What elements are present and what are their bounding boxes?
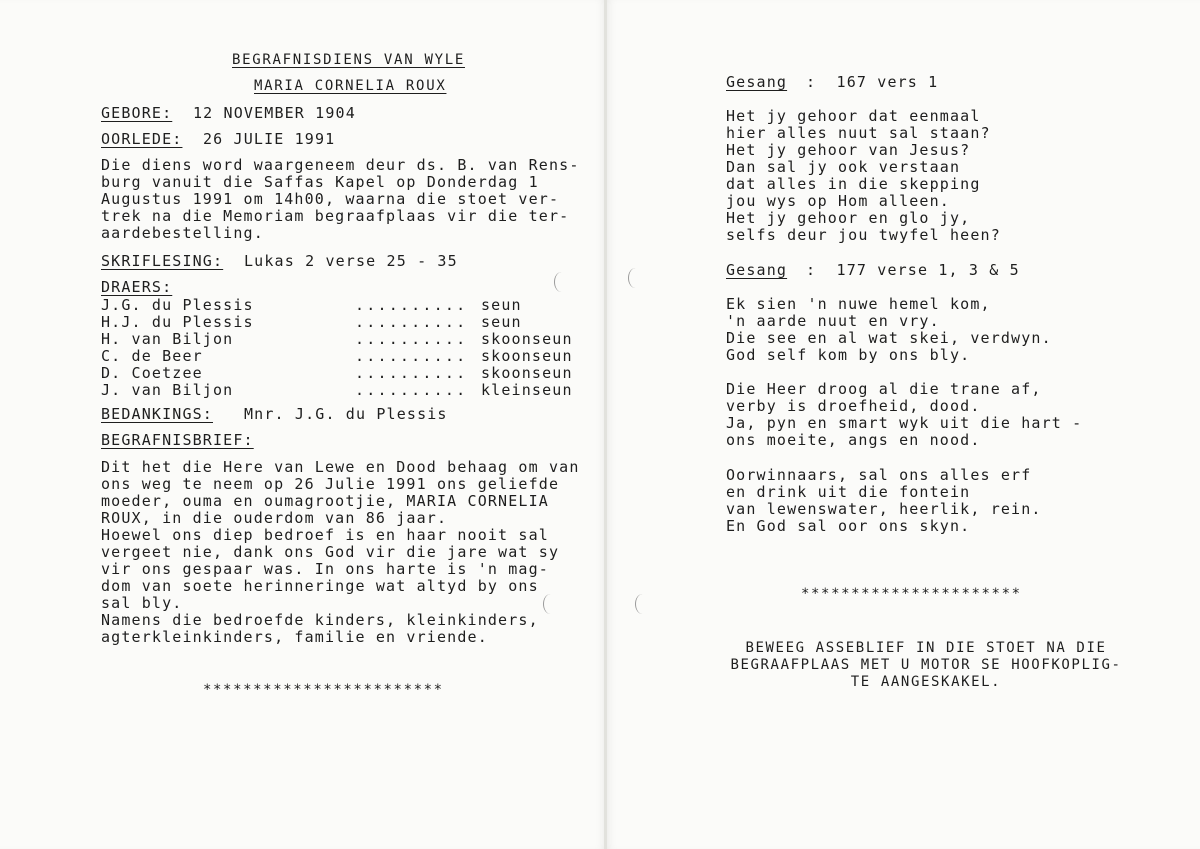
bearer-name: D. Coetzee: [101, 364, 203, 382]
punch-hole-mark: [628, 268, 643, 288]
hymn-line: Ja, pyn en smart wyk uit die hart -: [726, 414, 1083, 432]
hymn-2-stanza-3: [726, 467, 1042, 535]
bearer-dots: ..........: [355, 364, 468, 382]
bedankings-label: BEDANKINGS:: [101, 405, 213, 423]
hymn-line: jou wys op Hom alleen.: [726, 192, 950, 210]
hymn-line: verby is droefheid, dood.: [726, 397, 981, 415]
skriflesing-label: SKRIFLESING:: [101, 252, 224, 270]
punch-hole-mark: [543, 594, 558, 614]
hymn-line: selfs deur jou twyfel heen?: [726, 226, 1001, 244]
hymn-line: Oorwinnaars, sal ons alles erf: [726, 466, 1032, 484]
bearer-name: C. de Beer: [101, 347, 203, 365]
closing-line: TE AANGESKAKEL.: [850, 674, 1002, 690]
skriflesing-value: Lukas 2 verse 25 - 35: [244, 252, 458, 270]
hymn-line: Het jy gehoor van Jesus?: [726, 141, 971, 159]
bearer-dots: ..........: [355, 347, 468, 365]
gebore-label: GEBORE:: [101, 104, 173, 122]
bearer-relation: skoonseun: [481, 347, 573, 365]
closing-notice: [726, 640, 1126, 691]
letter-line: Namens die bedroefde kinders, kleinkinders,: [101, 611, 539, 629]
oorlede-value: 26 JULIE 1991: [203, 130, 336, 148]
bearer-name: H.J. du Plessis: [101, 313, 254, 331]
closing-line: BEWEEG ASSEBLIEF IN DIE STOET NA DIE: [745, 640, 1107, 656]
begrafnisbrief-label: BEGRAFNISBRIEF:: [101, 431, 254, 449]
service-line: burg vanuit die Saffas Kapel op Donderdag 1: [101, 173, 539, 191]
hymn-line: Die see en al wat skei, verdwyn.: [726, 329, 1052, 347]
letter-line: ons weg te neem op 26 Julie 1991 ons geliefde: [101, 475, 560, 493]
draers-label: DRAERS:: [101, 278, 173, 296]
service-line: trek na die Memoriam begraafplaas vir die ter-: [101, 207, 570, 225]
hymn-line: en drink uit die fontein: [726, 483, 971, 501]
gesang-1-label: Gesang: [726, 73, 788, 91]
bearer-row: [101, 313, 581, 330]
gesang-2-label: Gesang: [726, 261, 788, 279]
hymn-line: dat alles in die skepping: [726, 175, 981, 193]
bearer-relation: skoonseun: [481, 364, 573, 382]
title-line-1: BEGRAFNISDIENS VAN WYLE: [232, 52, 465, 68]
left-divider-stars: ************************: [203, 682, 444, 698]
hymn-line: Ek sien 'n nuwe hemel kom,: [726, 295, 991, 313]
punch-hole-mark: [554, 272, 569, 292]
bearer-relation: skoonseun: [481, 330, 573, 348]
bearer-row: [101, 364, 581, 381]
hymn-line: Het jy gehoor en glo jy,: [726, 209, 971, 227]
service-line: aardebestelling.: [101, 224, 264, 242]
bearer-name: H. van Biljon: [101, 330, 234, 348]
bearer-dots: ..........: [355, 330, 468, 348]
gesang-2-value: : 177 verse 1, 3 & 5: [806, 261, 1020, 279]
letter-paragraph: [101, 459, 580, 646]
bearer-relation: seun: [481, 296, 522, 314]
bearer-relation: seun: [481, 313, 522, 331]
bearer-relation: kleinseun: [481, 381, 573, 399]
hymn-2-stanza-1: [726, 296, 1052, 364]
bearer-name: J.G. du Plessis: [101, 296, 254, 314]
letter-line: Hoewel ons diep bedroef is en haar nooit sal: [101, 526, 549, 544]
letter-line: sal bly.: [101, 594, 183, 612]
bearer-dots: ..........: [355, 313, 468, 331]
right-divider-stars: **********************: [801, 586, 1022, 602]
hymn-line: Dan sal jy ook verstaan: [726, 158, 961, 176]
service-line: Die diens word waargeneem deur ds. B. van Rens-: [101, 156, 580, 174]
oorlede-label: OORLEDE:: [101, 130, 183, 148]
gebore-value: 12 NOVEMBER 1904: [193, 104, 356, 122]
service-line: Augustus 1991 om 14h00, waarna die stoet ver-: [101, 190, 560, 208]
closing-line: BEGRAAFPLAAS MET U MOTOR SE HOOFKOPLIG-: [730, 657, 1122, 673]
bearer-row: [101, 296, 581, 313]
letter-line: agterkleinkinders, familie en vriende.: [101, 628, 488, 646]
letter-line: vergeet nie, dank ons God vir die jare wat sy: [101, 543, 560, 561]
bearer-name: J. van Biljon: [101, 381, 234, 399]
bedankings-value: Mnr. J.G. du Plessis: [244, 405, 448, 423]
letter-line: ROUX, in die ouderdom van 86 jaar.: [101, 509, 448, 527]
bearer-row: [101, 381, 581, 398]
letter-line: vir ons gespaar was. In ons harte is 'n mag-: [101, 560, 549, 578]
bearer-row: [101, 347, 581, 364]
hymn-line: van lewenswater, heerlik, rein.: [726, 500, 1042, 518]
gesang-1-value: : 167 vers 1: [806, 73, 939, 91]
hymn-2-stanza-2: [726, 381, 1082, 449]
punch-hole-mark: [635, 594, 650, 614]
letter-line: Dit het die Here van Lewe en Dood behaag om van: [101, 458, 580, 476]
right-page: [607, 0, 1200, 849]
hymn-line: hier alles nuut sal staan?: [726, 124, 991, 142]
hymn-line: 'n aarde nuut en vry.: [726, 312, 940, 330]
bearer-row: [101, 330, 581, 347]
hymn-line: ons moeite, angs en nood.: [726, 431, 981, 449]
hymn-line: En God sal oor ons skyn.: [726, 517, 971, 535]
title-line-2: MARIA CORNELIA ROUX: [254, 78, 447, 94]
letter-line: dom van soete herinneringe wat altyd by ons: [101, 577, 539, 595]
hymn-line: Die Heer droog al die trane af,: [726, 380, 1042, 398]
hymn-line: God self kom by ons bly.: [726, 346, 971, 364]
hymn-1: [726, 108, 1001, 244]
hymn-line: Het jy gehoor dat eenmaal: [726, 107, 981, 125]
bearer-dots: ..........: [355, 381, 468, 399]
service-paragraph: [101, 157, 580, 242]
letter-line: moeder, ouma en oumagrootjie, MARIA CORNELIA: [101, 492, 549, 510]
bearer-dots: ..........: [355, 296, 468, 314]
